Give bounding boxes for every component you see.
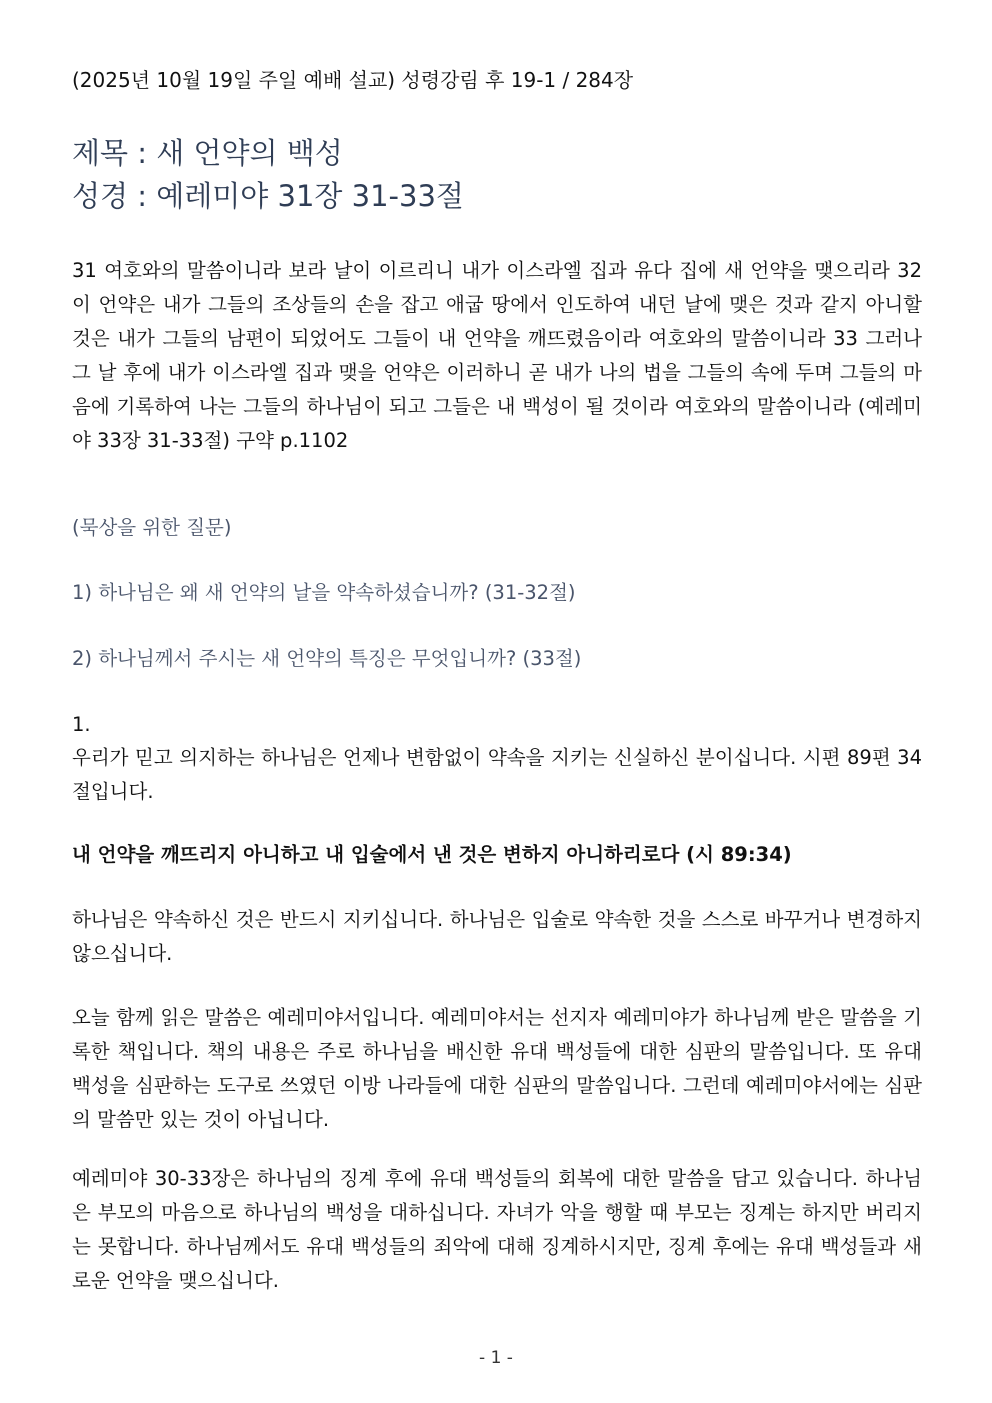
- body-paragraph: 오늘 함께 읽은 말씀은 예레미야서입니다. 예레미야서는 선지자 예레미야가 하나님께 받은 말씀을 기록한 책입니다. 책의 내용은 주로 하나님을 배신한 유대 백성들에 대한 심판의 말씀입니다. 또 유대 백성을 심판하는 도구로 쓰였던 이방 나라들에 대한 심판의 말씀입니다. 그런데 예레미야서에는 심판의 말씀만 있는 것이 아닙니다.: [72, 1006, 922, 1131]
- body-paragraph: 하나님은 약속하신 것은 반드시 지키십니다. 하나님은 입술로 약속한 것을 스스로 바꾸거나 변경하지 않으십니다.: [72, 908, 922, 965]
- sermon-header-line: (2025년 10월 19일 주일 예배 설교) 성령강림 후 19-1 / 284장: [72, 68, 634, 92]
- meditation-heading: (묵상을 위한 질문): [72, 516, 232, 539]
- meditation-question: 2) 하나님께서 주시는 새 언약의 특징은 무엇입니까? (33절): [72, 647, 582, 670]
- scripture-text: 31 여호와의 말씀이니라 보라 날이 이르리니 내가 이스라엘 집과 유다 집에 새 언약을 맺으리라 32 이 언약은 내가 그들의 조상들의 손을 잡고 애굽 땅에서 인도하여 내던 날에 맺은 것과 같지 아니할 것은 내가 그들의 남편이 되었어도 그들이 내 언약을 깨뜨렸음이라 여호와의 말씀이니라 33 그러나 그 날 후에 내가 이스라엘 집과 맺을 언약은 이러하니 곧 내가 나의 법을 그들의 속에 두며 그들의 마음에 기록하여 나는 그들의 하나님이 되고 그들은 내 백성이 될 것이라 여호와의 말씀이니라 (예레미야 33장 31-33절) 구약 p.1102: [72, 259, 922, 452]
- sermon-title: 제목 : 새 언약의 백성: [72, 136, 343, 170]
- page-number: - 1 -: [479, 1348, 513, 1368]
- body-paragraph: 예레미야 30-33장은 하나님의 징계 후에 유대 백성들의 회복에 대한 말씀을 담고 있습니다. 하나님은 부모의 마음으로 하나님의 백성을 대하십니다. 자녀가 악을 행할 때 부모는 징계는 하지만 버리지는 못합니다. 하나님께서도 유대 백성들의 죄악에 대해 징계하시지만, 징계 후에는 유대 백성들과 새로운 언약을 맺으십니다.: [72, 1167, 922, 1292]
- scripture-reference: 성경 : 예레미야 31장 31-33절: [72, 179, 464, 213]
- meditation-question: 1) 하나님은 왜 새 언약의 날을 약속하셨습니까? (31-32절): [72, 581, 576, 604]
- section-number: 1.: [72, 713, 91, 736]
- verse-quote: 내 언약을 깨뜨리지 아니하고 내 입술에서 낸 것은 변하지 아니하리로다 (시 89:34): [72, 843, 792, 866]
- body-paragraph: 우리가 믿고 의지하는 하나님은 언제나 변함없이 약속을 지키는 신실하신 분이십니다. 시편 89편 34절입니다.: [72, 746, 922, 803]
